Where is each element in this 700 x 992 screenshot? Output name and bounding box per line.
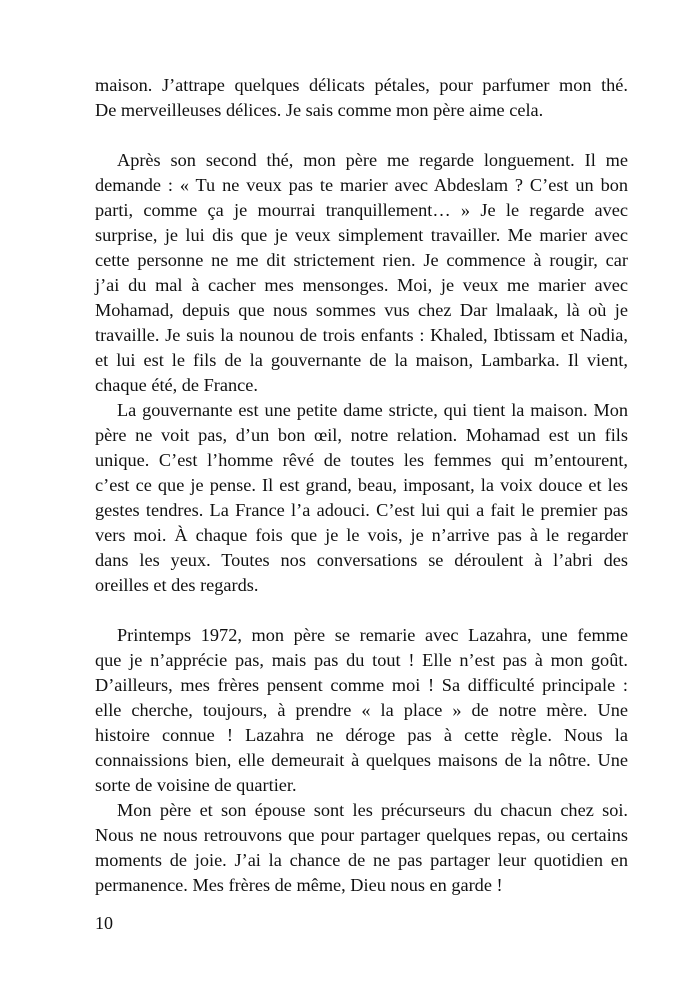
text-line: et lui est le fils de la gouvernante de la maison, Lambarka. Il vient,: [95, 350, 628, 370]
page-number: 10: [95, 913, 113, 933]
text-line: travaille. Je suis la nounou de trois enfants : Khaled, Ibtissam et Nadia,: [95, 325, 628, 345]
text-line: Mohamad, depuis que nous sommes vus chez Dar lmalaak, là où je: [95, 300, 628, 320]
text-line: demande : « Tu ne veux pas te marier avec Abdeslam ? C’est un bon: [95, 175, 628, 195]
paragraph-gap: [95, 123, 628, 148]
text-line: chaque été, de France.: [95, 375, 258, 395]
text-line: cette personne ne me dit strictement rien. Je commence à rougir, car: [95, 250, 628, 270]
paragraph: [95, 398, 628, 598]
text-line: Printemps 1972, mon père se remarie avec Lazahra, une femme: [117, 625, 628, 645]
text-line: Mon père et son épouse sont les précurseurs du chacun chez soi.: [117, 800, 628, 820]
text-line: j’ai du mal à cacher mes mensonges. Moi, je veux me marier avec: [95, 275, 628, 295]
text-line: histoire connue ! Lazahra ne déroge pas à cette règle. Nous la: [95, 725, 628, 745]
text-line: que je n’apprécie pas, mais pas du tout ! Elle n’est pas à mon goût.: [95, 650, 628, 670]
text-line: unique. C’est l’homme rêvé de toutes les femmes qui m’entourent,: [95, 450, 628, 470]
text-line: De merveilleuses délices. Je sais comme mon père aime cela.: [95, 100, 544, 120]
paragraph-gap: [95, 598, 628, 623]
text-line: oreilles et des regards.: [95, 575, 259, 595]
text-line: permanence. Mes frères de même, Dieu nous en garde !: [95, 875, 503, 895]
page-body: [95, 73, 628, 898]
text-line: D’ailleurs, mes frères pensent comme moi ! Sa difficulté principale :: [95, 675, 628, 695]
text-line: moments de joie. J’ai la chance de ne pas partager leur quotidien en: [95, 850, 628, 870]
text-line: connaissions bien, elle demeurait à quelques maisons de la nôtre. Une: [95, 750, 628, 770]
text-line: c’est ce que je pense. Il est grand, beau, imposant, la voix douce et les: [95, 475, 628, 495]
text-line: vers moi. À chaque fois que je le vois, je n’arrive pas à le regarder: [95, 525, 628, 545]
text-line: dans les yeux. Toutes nos conversations se déroulent à l’abri des: [95, 550, 628, 570]
text-line: sorte de voisine de quartier.: [95, 775, 297, 795]
text-line: parti, comme ça je mourrai tranquillement… » Je le regarde avec: [95, 200, 628, 220]
text-line: Nous ne nous retrouvons que pour partager quelques repas, ou certains: [95, 825, 628, 845]
paragraph: [95, 73, 628, 123]
text-line: elle cherche, toujours, à prendre « la place » de notre mère. Une: [95, 700, 628, 720]
text-line: gestes tendres. La France l’a adouci. C’est lui qui a fait le premier pas: [95, 500, 628, 520]
paragraph: [95, 148, 628, 398]
text-line: La gouvernante est une petite dame stricte, qui tient la maison. Mon: [117, 400, 628, 420]
paragraph: [95, 798, 628, 898]
text-line: maison. J’attrape quelques délicats pétales, pour parfumer mon thé.: [95, 75, 628, 95]
text-line: surprise, je lui dis que je veux simplement travailler. Me marier avec: [95, 225, 628, 245]
paragraph: [95, 623, 628, 798]
text-line: Après son second thé, mon père me regarde longuement. Il me: [117, 150, 628, 170]
text-line: père ne voit pas, d’un bon œil, notre relation. Mohamad est un fils: [95, 425, 628, 445]
